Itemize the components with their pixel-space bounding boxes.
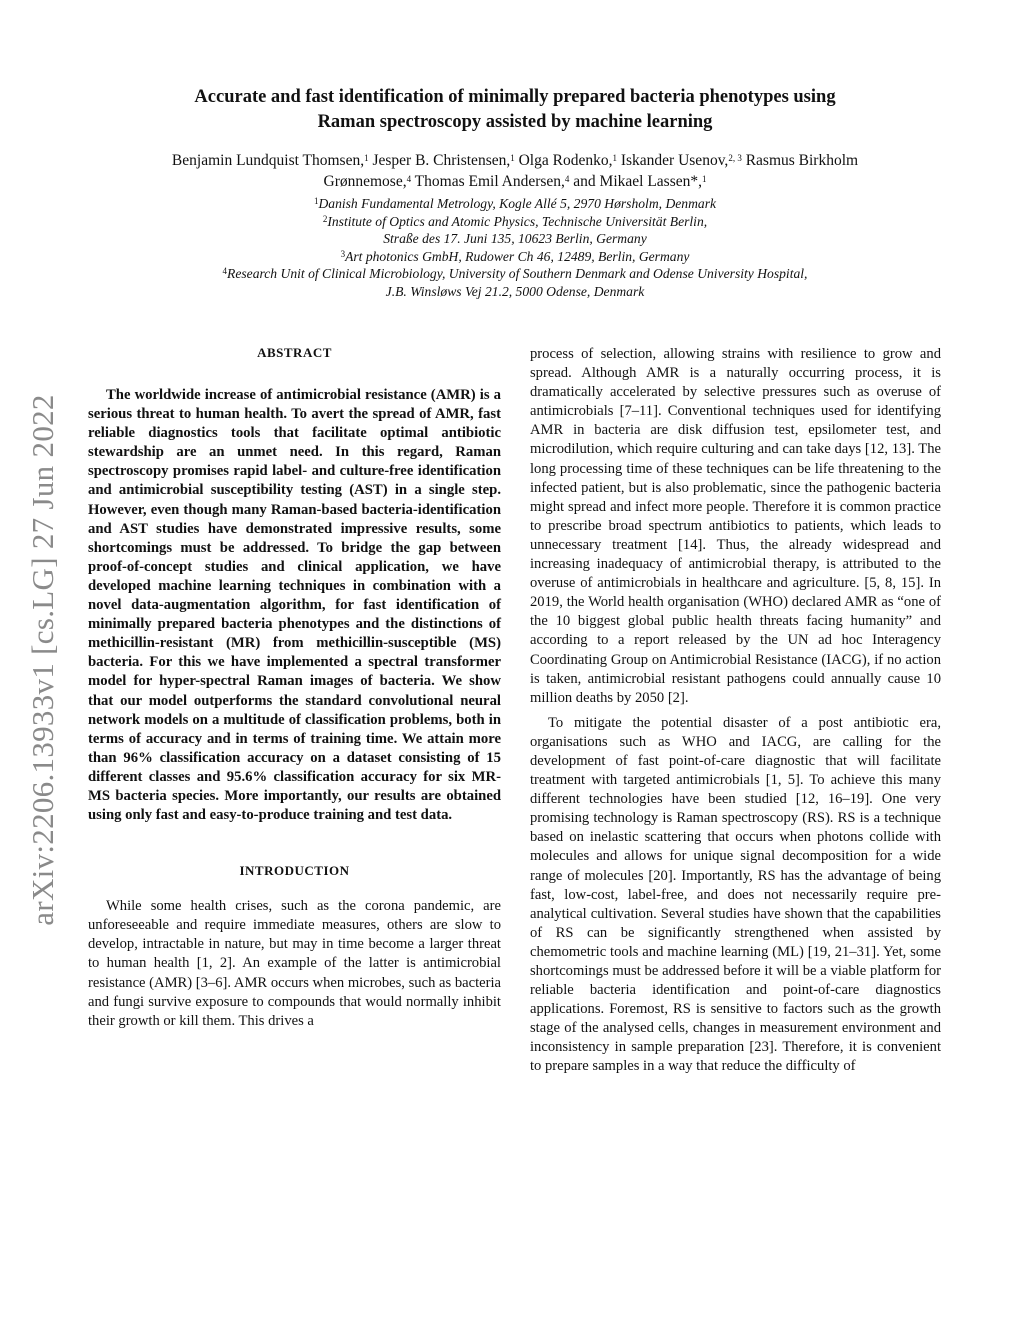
arxiv-sidebar — [18, 340, 68, 980]
affiliation-line: $^3$Art photonics GmbH, Rudower Ch 46, 12489, Berlin, Germany — [340, 248, 690, 264]
title-line-2: Raman spectroscopy assisted by machine learning — [317, 112, 713, 132]
affiliation-list — [110, 195, 920, 300]
author-3: Olga Rodenko, — [514, 152, 613, 169]
intro-paragraph-2: To mitigate the potential disaster of a post antibiotic era, organisations such as WHO and IACG, are calling for the development of fast point-of-care diagnostic that will facilitate treatment with targeted antimicrobials [1, 5]. To achieve this many different technologies have been studied [12, 16–19]. One very promising technology is Raman spectroscopy (RS). RS is a technique based on inelastic scattering that occurs when photons collide with molecules and allows for unique signal decomposition for a wide range of molecules [20]. Importantly, RS has the advantage of being fast, low-cost, label-free, and does not necessarily require pre-analytical cultivation. Several studies have shown that the capabilities of RS can be significantly strengthened when assisted by chemometric tools and machine learning (ML) [19, 21–31]. Yet, some shortcomings must be addressed before it will be a viable platform for reliable bacteria identification and point-of-care diagnostics applications. Foremost, RS is sensitive to factors such as the growth stage of the analysed cells, changes in measurement environment and inconsistency in sample preparation [23]. Therefore, it is convenient to prepare samples in a way that reduce the difficulty of — [530, 714, 941, 1075]
author-2: Jesper B. Christensen, — [368, 152, 511, 169]
author-2-affil: 1 — [510, 153, 515, 163]
paper-title — [90, 85, 940, 135]
author-4: Iskander Usenov, — [616, 152, 729, 169]
author-1-affil: 1 — [364, 153, 369, 163]
title-line-1: Accurate and fast identification of minimally prepared bacteria phenotypes using — [194, 87, 836, 107]
affiliation-line: $^1$Danish Fundamental Metrology, Kogle Allé 5, 2970 Hørsholm, Denmark — [313, 196, 717, 211]
author-1: Benjamin Lundquist Thomsen, — [171, 152, 365, 169]
author-list — [130, 150, 900, 192]
affiliation-line: J.B. Winsløws Vej 21.2, 5000 Odense, Denmark — [385, 283, 645, 299]
introduction-heading: INTRODUCTION — [239, 863, 350, 879]
author-7-affil: 1 — [702, 174, 707, 184]
arxiv-identifier: arXiv:2206.13933v1 [cs.LG] 27 Jun 2022 — [25, 394, 60, 926]
intro-paragraph-1-continued: process of selection, allowing strains with resilience to grow and spread. Although AMR is a naturally occurring process, it is dramatically accelerated by selective pressures such as overuse of antimicrobials [7–11]. Conventional techniques used for identifying AMR in bacteria are disk diffusion test, epsilometer test, and microdilution, which require culturing and can take days [12, 13]. The long processing time of these techniques can be life threatening to the infected patient, but is also problematic, since the pathogenic bacteria might spread and infect more people. Therefore it is common practice to prescribe broad spectrum antibiotics to patients, which leads to unnecessary treatment [14]. Thus, the already widespread and increasing inadequacy of antimicrobial therapy, is attributed to the overuse of antimicrobials in healthcare and agriculture. [5, 8, 15]. In 2019, the World health organisation (WHO) declared AMR as “one of the 10 biggest global public health threats facing humanity” and according to a report released by the UN ad hoc Interagency Coordinating Group on Antimicrobial Resistance (IACG), if no action is taken, antimicrobial resistant pathogens could annually cause 10 million deaths by 2050 [2]. — [530, 346, 941, 706]
author-6: Thomas Emil Andersen, — [411, 173, 565, 190]
intro-paragraph-1: While some health crises, such as the corona pandemic, are unforeseeable and require immediate measures, others are slow to develop, intractable in nature, but may in time become a larger threat to human health [1, 2]. An example of the latter is antimicrobial resistance (AMR) [3–6]. AMR occurs when microbes, such as bacteria and fungi survive exposure to compounds that would normally inhibit their growth or kill them. This drives a — [88, 898, 501, 1029]
author-4-affil: 2, 3 — [728, 153, 742, 163]
author-5: Rasmus Birkholm Grønnemose, — [323, 152, 859, 190]
affiliation-line: Straße des 17. Juni 135, 10623 Berlin, Germany — [383, 231, 647, 246]
author-3-affil: 1 — [612, 153, 617, 163]
author-6-affil: 4 — [564, 174, 570, 184]
right-column — [530, 345, 941, 1077]
author-5-affil: 4 — [406, 174, 412, 184]
left-column — [88, 345, 501, 1045]
author-7: and Mikael Lassen*, — [569, 173, 702, 190]
abstract-text: The worldwide increase of antimicrobial resistance (AMR) is a serious threat to human health. To avert the spread of AMR, fast reliable diagnostics tools that facilitate optimal antibiotic stewardship are an unmet need. In this regard, Raman spectroscopy promises rapid label- and culture-free identification and antimicrobial susceptibility testing (AST) in a single step. However, even though many Raman-based bacteria-identification and AST studies have demonstrated impressive results, some shortcomings must be addressed. To bridge the gap between proof-of-concept studies and clinical application, we have developed machine learning techniques in combination with a novel data-augmentation algorithm, for fast identification of minimally prepared bacteria phenotypes and the distinctions of methicillin-resistant (MR) from methicillin-susceptible (MS) bacteria. For this we have implemented a spectral transformer model for hyper-spectral Raman images of bacteria. We show that our model outperforms the standard convolutional neural network models on a multitude of classification problems, both in terms of accuracy and in terms of training time. We attain more than 96% classification accuracy on a dataset consisting of 15 different classes and 95.6% classification accuracy for six MR-MS bacteria species. More importantly, our results are obtained using only fast and easy-to-produce training and test data. — [88, 387, 501, 824]
affiliation-line: $^4$Research Unit of Clinical Microbiology, University of Southern Denmark and Odense University Hospital, — [222, 266, 808, 281]
affiliation-line: $^2$Institute of Optics and Atomic Physics, Technische Universität Berlin, — [322, 213, 708, 229]
abstract-heading: ABSTRACT — [257, 345, 332, 360]
